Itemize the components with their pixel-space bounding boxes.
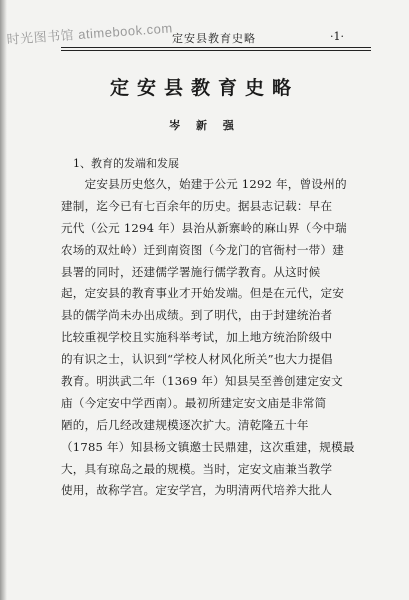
body-line: 县的儒学尚未办出成绩。到了明代，由于封建统治者 — [61, 308, 333, 323]
watermark: 时光图书馆 atimebook.com — [6, 20, 174, 47]
header-rule — [61, 47, 371, 48]
body-line: 起，定安县的教育事业才开始发端。但是在元代，定安 — [61, 286, 345, 301]
body-line: 教育。明洪武二年（1369 年）知县吴至善创建定安文 — [61, 374, 343, 389]
section-heading: 1、教育的发端和发展 — [73, 157, 179, 170]
body-line: 定安县历史悠久，始建于公元 1292 年，曾设州的 — [61, 177, 347, 191]
body-line: 农场的双灶岭）迁到南资图（今龙门的官衙村一带）建 — [61, 242, 345, 257]
running-header-title: 定安县教育史略 — [172, 32, 256, 45]
body-line: 的有识之士，认识到“学校人材风化所关”也大力提倡 — [61, 352, 333, 367]
body-line: 大，具有琼岛之最的规模。当时，定安文庙兼当教学 — [61, 461, 333, 476]
body-line: 庙（今定安中学西南）。最初所建定安文庙是非常简 — [61, 395, 327, 410]
body-line: 陋的，后几经改建规模逐次扩大。清乾隆五十年 — [61, 417, 309, 432]
body-line: 比较重视学校且实施科举考试，加上地方统治阶级中 — [61, 330, 333, 345]
article-author: 岑 新 强 — [169, 119, 240, 132]
page-number: ·1· — [330, 30, 344, 43]
body-line: （1785 年）知县杨文镇邀士民鼎建，这次重建，规模最 — [61, 439, 355, 454]
body-line: 使用，故称学宫。定安学宫，为明清两代培养大批人 — [61, 483, 333, 498]
body-line: 元代（公元 1294 年）县治从新寨岭的麻山界（今中瑞 — [61, 220, 347, 235]
body-line: 县署的同时，还建儒学署施行儒学教育。从这时候 — [61, 264, 321, 279]
body-line: 建制，迄今已有七百余年的历史。据县志记载：早在 — [61, 198, 333, 213]
article-title: 定安县教育史略 — [109, 77, 299, 99]
body-paragraph — [61, 174, 373, 502]
header-rule-thin — [61, 50, 371, 51]
